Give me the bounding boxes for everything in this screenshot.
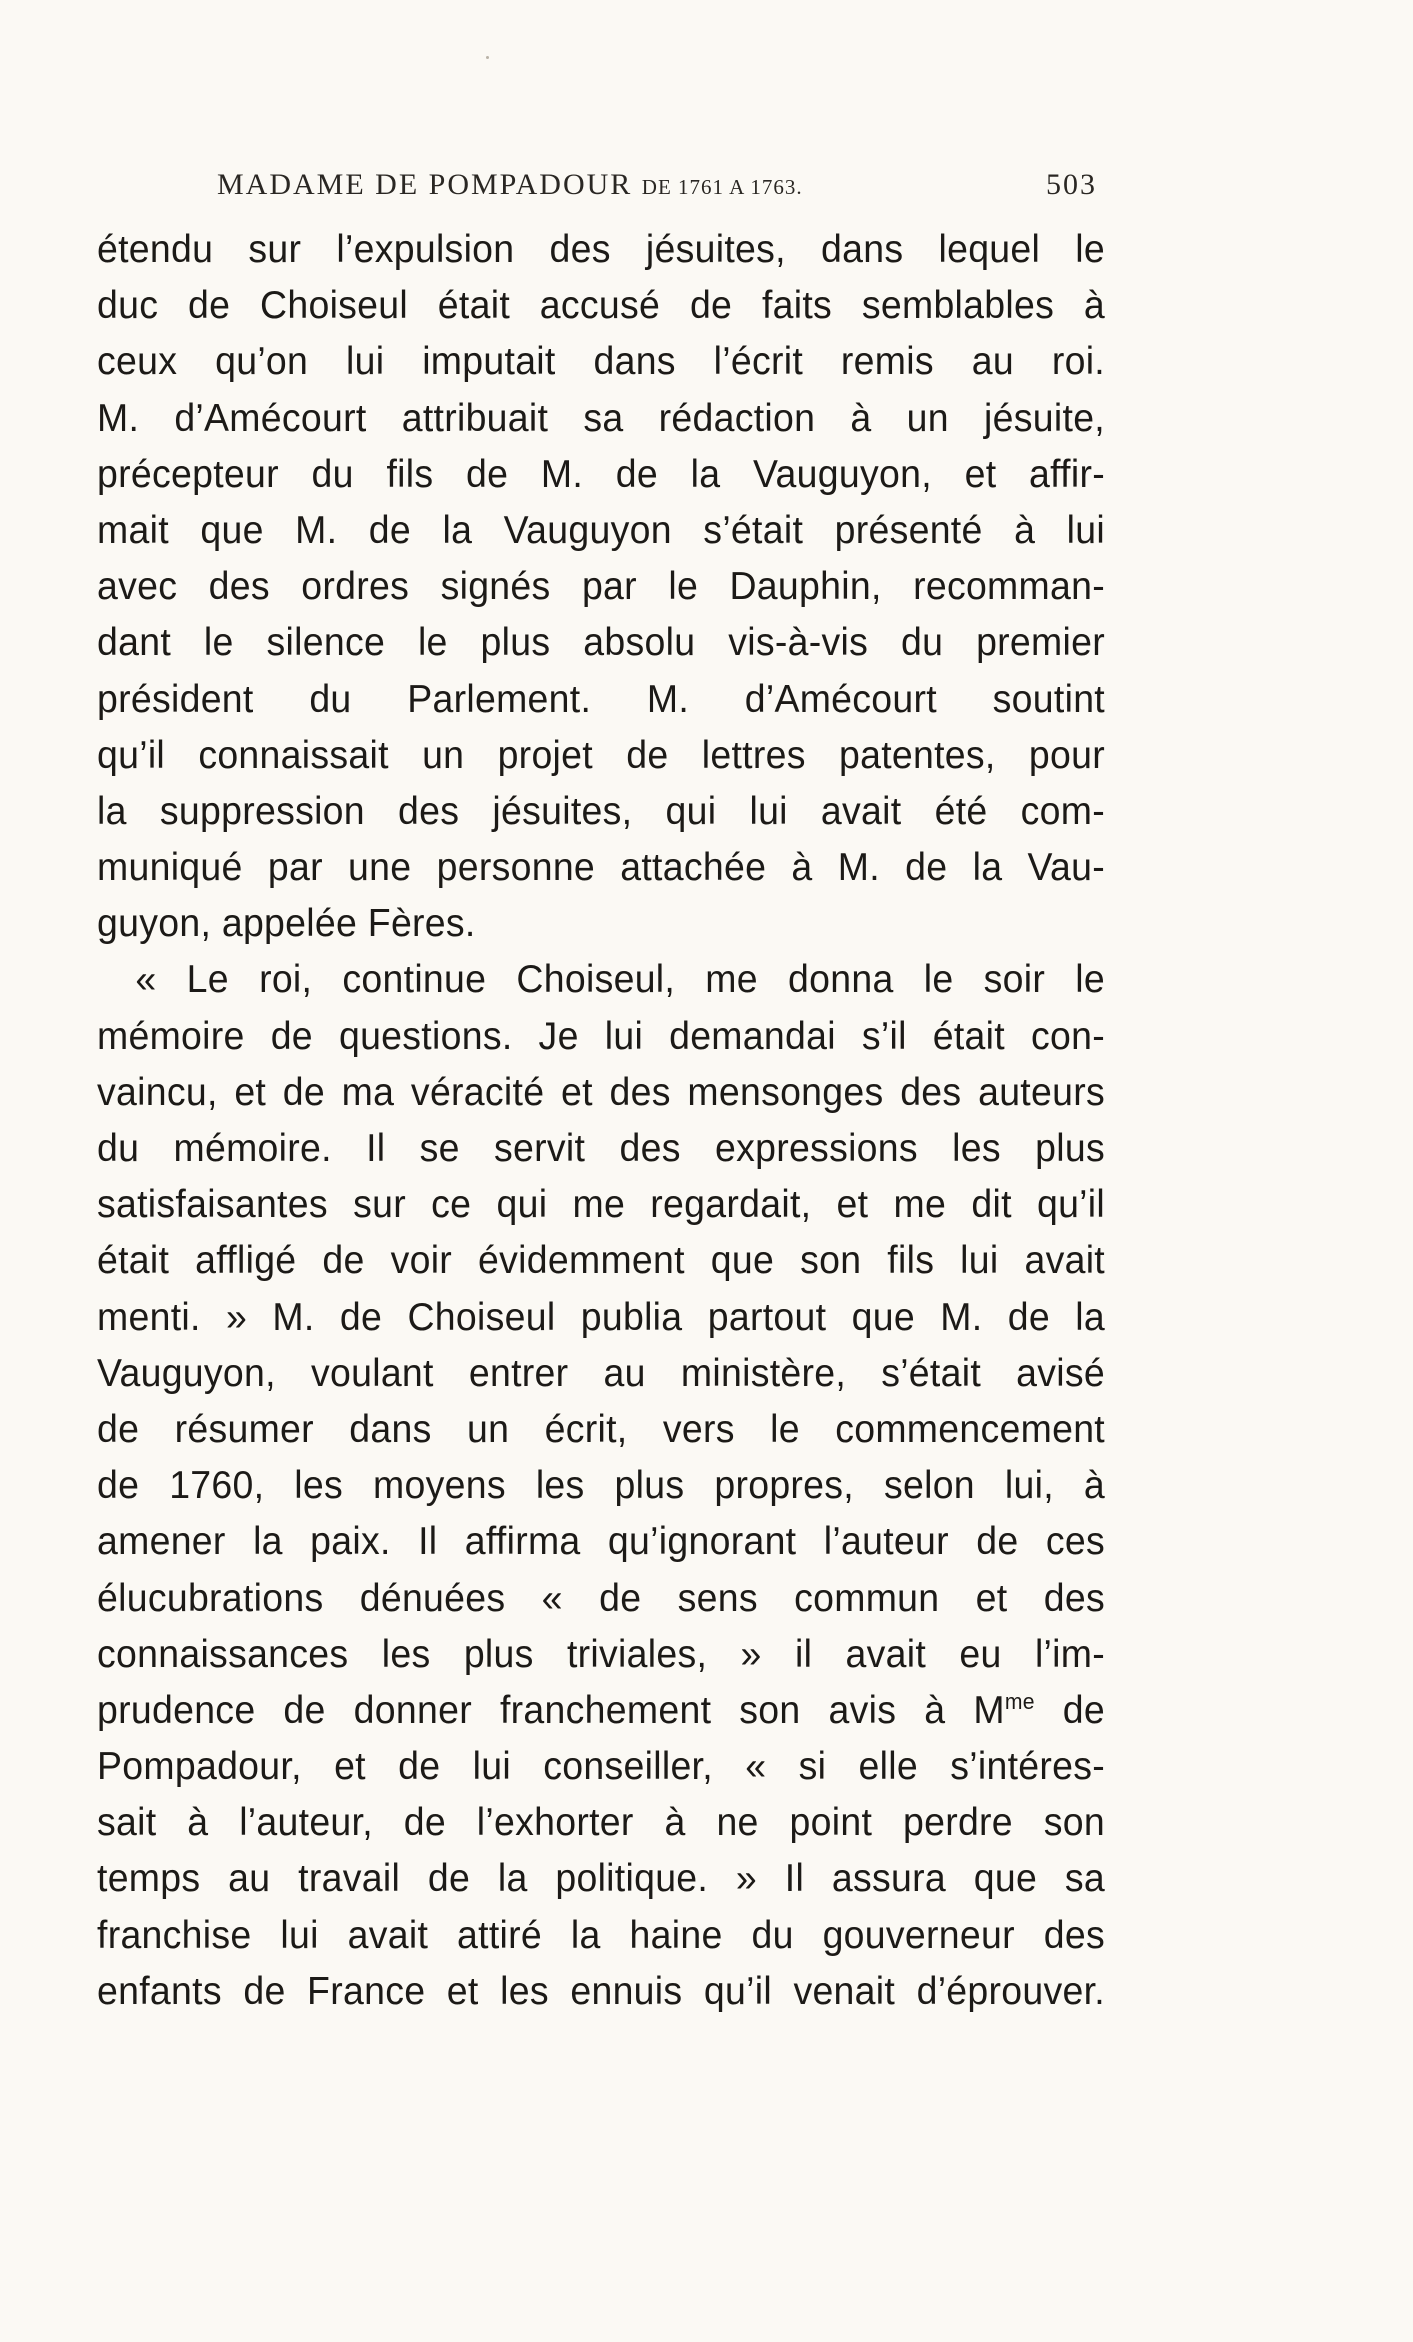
text-line: du mémoire. Il se servit des expressions les plus [97, 1127, 1105, 1170]
text-line: connaissances les plus triviales, » il avait eu l’im- [97, 1632, 1105, 1676]
text-line: mémoire de questions. Je lui demandai s’il était con- [97, 1014, 1105, 1058]
text-line: menti. » M. de Choiseul publia partout que M. de la [97, 1295, 1105, 1339]
body-text [97, 222, 1105, 2020]
text-line: ceux qu’on lui imputait dans l’écrit remis au roi. [97, 340, 1105, 384]
text-line: muniqué par une personne attachée à M. de la Vau- [97, 846, 1105, 890]
text-line: de résumer dans un écrit, vers le commencement [97, 1407, 1105, 1451]
line-text: prudence de donner franchement son avis à M [97, 1688, 1005, 1732]
text-line-paragraph-start: « Le roi, continue Choiseul, me donna le soir le [135, 958, 1105, 1002]
paper-speck [486, 56, 489, 59]
text-line: était affligé de voir évidemment que son fils lui avait [97, 1239, 1105, 1283]
text-line-with-superscript [97, 1683, 1105, 1739]
text-line-paragraph-end: guyon, appelée Fères. [97, 902, 476, 946]
running-title-main: MADAME DE POMPADOUR [217, 168, 633, 201]
page-number: 503 [1046, 168, 1097, 201]
text-line: vaincu, et de ma véracité et des mensonges des auteurs [97, 1070, 1105, 1114]
running-head [217, 168, 1097, 208]
text-line: M. d’Amécourt attribuait sa rédaction à un jésuite, [97, 396, 1105, 440]
text-line: dant le silence le plus absolu vis-à-vis du premier [97, 621, 1105, 665]
text-line: élucubrations dénuées « de sens commun et des [97, 1576, 1105, 1620]
superscript-me: me [1004, 1688, 1035, 1714]
line-tail: de [1034, 1688, 1105, 1732]
text-line: temps au travail de la politique. » Il assura que sa [97, 1857, 1105, 1901]
text-line: franchise lui avait attiré la haine du gouverneur des [97, 1913, 1105, 1957]
text-line: duc de Choiseul était accusé de faits semblables à [97, 284, 1105, 328]
running-title-dates: DE 1761 A 1763. [641, 175, 803, 199]
text-line: satisfaisantes sur ce qui me regardait, et me dit qu’il [97, 1183, 1105, 1227]
text-line: enfants de France et les ennuis qu’il venait d’éprouver. [97, 1969, 1105, 2013]
text-line: amener la paix. Il affirma qu’ignorant l’auteur de ces [97, 1520, 1105, 1564]
text-line: de 1760, les moyens les plus propres, selon lui, à [97, 1464, 1105, 1508]
text-line: étendu sur l’expulsion des jésuites, dans lequel le [97, 228, 1105, 271]
text-line: Vauguyon, voulant entrer au ministère, s’était avisé [97, 1351, 1105, 1395]
running-title [217, 168, 803, 202]
text-line: précepteur du fils de M. de la Vauguyon, et affir- [97, 452, 1105, 496]
text-line: sait à l’auteur, de l’exhorter à ne point perdre son [97, 1801, 1105, 1845]
text-line: avec des ordres signés par le Dauphin, recomman- [97, 565, 1105, 609]
text-line: qu’il connaissait un projet de lettres patentes, pour [97, 733, 1105, 777]
text-line: président du Parlement. M. d’Amécourt soutint [97, 677, 1105, 721]
text-line: mait que M. de la Vauguyon s’était présenté à lui [97, 508, 1105, 552]
text-line: Pompadour, et de lui conseiller, « si elle s’intéres- [97, 1745, 1105, 1789]
text-line: la suppression des jésuites, qui lui avait été com- [97, 789, 1105, 833]
